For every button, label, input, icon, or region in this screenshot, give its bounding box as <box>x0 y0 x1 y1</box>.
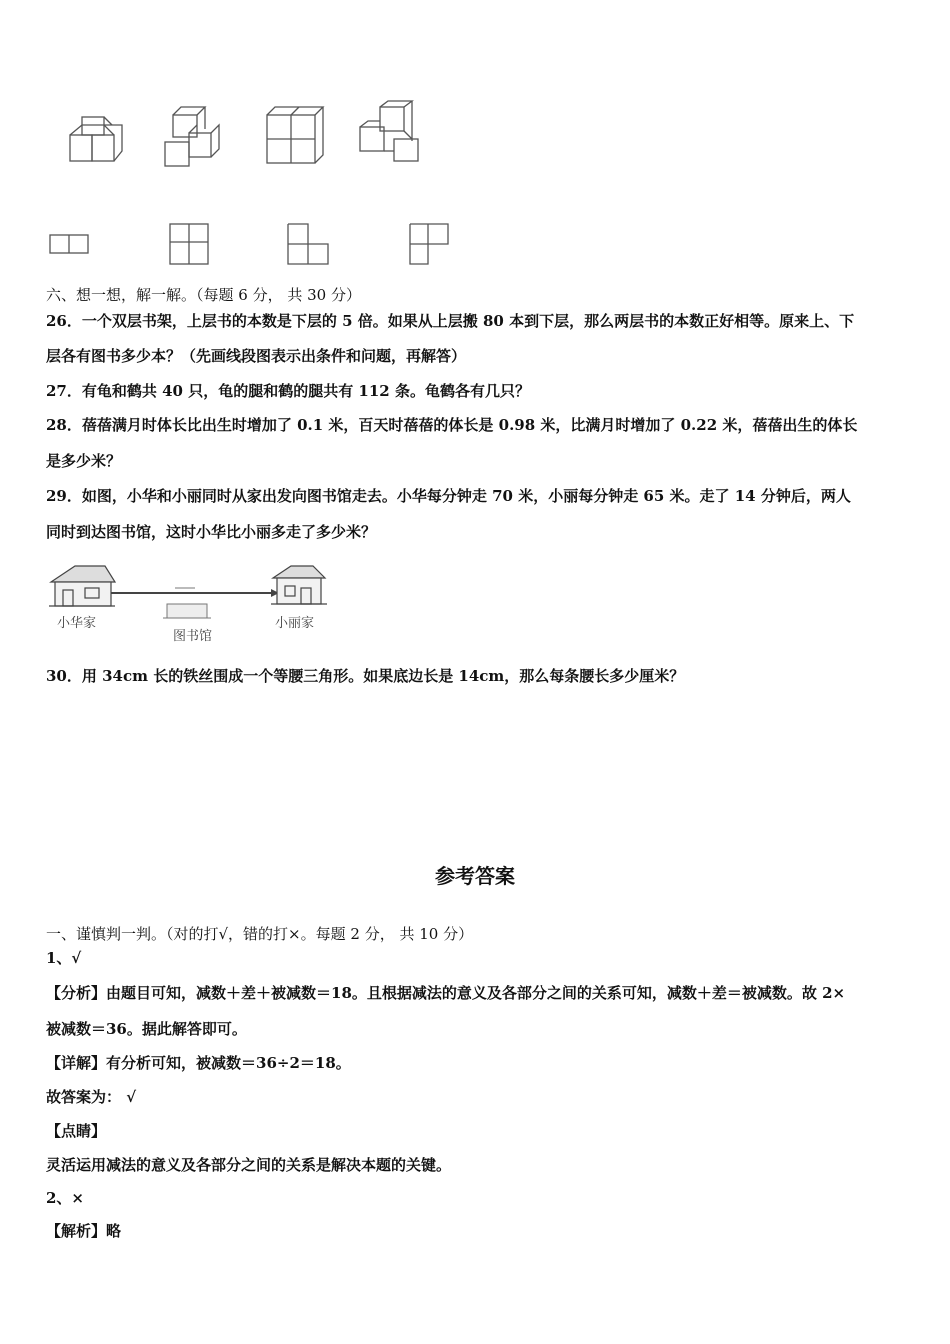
answer-1-detail: 【详解】有分析可知，被减数＝36÷2＝18。 <box>46 1054 351 1072</box>
question-28-line1: 28．蓓蓓满月时体长比出生时增加了 0.1 米，百天时蓓蓓的体长是 0.98 米，比满月时增加了 0.22 米，蓓蓓出生的体长 <box>46 416 858 434</box>
question-29-line2: 同时到达图书馆，这时小华比小丽多走了多少米？ <box>46 523 377 541</box>
question-26-line1: 26．一个双层书架，上层书的本数是下层的 5 倍。如果从上层搬 80 本到下层，那么两层书的本数正好相等。原来上、下 <box>46 312 855 330</box>
question-26-line2: 层各有图书多少本？（先画线段图表示出条件和问题，再解答） <box>46 347 467 365</box>
cube-solid-b <box>165 107 219 166</box>
question-30: 30．用 34cm 长的铁丝围成一个等腰三角形。如果底边长是 14cm，那么每条腰长多少厘米？ <box>46 667 685 685</box>
section6-heading: 六、想一想，解一解。（每题 6 分， 共 30 分） <box>46 286 361 304</box>
cube-solid-c <box>267 107 323 163</box>
view-figures <box>40 218 460 273</box>
xiaoli-house-icon <box>271 566 327 604</box>
answer-1-point: 灵活运用减法的意义及各部分之间的关系是解决本题的关键。 <box>46 1156 452 1174</box>
answers-title: 参考答案 <box>435 864 515 888</box>
view-d <box>410 224 448 264</box>
library-label: 图书馆 <box>173 629 213 644</box>
cube-figures <box>60 95 440 175</box>
cube-solid-a <box>70 117 122 161</box>
answer-2-mark: 2、× <box>46 1189 85 1207</box>
answer-1-analysis-line1: 【分析】由题目可知，减数＋差＋被减数＝18。且根据减法的意义及各部分之间的关系可知，减数＋差＝被减数。故 2× <box>46 984 846 1002</box>
question-27: 27．有龟和鹤共 40 只，龟的腿和鹤的腿共有 112 条。龟鹤各有几只？ <box>46 382 530 400</box>
view-a <box>50 235 88 253</box>
view-c <box>288 224 328 264</box>
answers-section1-heading: 一、谨慎判一判。（对的打√，错的打×。每题 2 分， 共 10 分） <box>46 925 474 943</box>
cube-solid-d <box>360 101 418 161</box>
answer-1-point-label: 【点睛】 <box>46 1122 107 1140</box>
xiaoli-home-label: 小丽家 <box>275 616 315 631</box>
answer-1-mark: 1、√ <box>46 949 82 967</box>
answer-1-final: 故答案为： √ <box>46 1088 137 1106</box>
answer-1-analysis-line2: 被减数＝36。据此解答即可。 <box>46 1020 247 1038</box>
view-b <box>170 224 208 264</box>
answer-2-analysis: 【解析】略 <box>46 1222 122 1240</box>
xiaohua-home-label: 小华家 <box>57 616 97 631</box>
route-diagram <box>45 560 335 650</box>
question-28-line2: 是多少米？ <box>46 452 122 470</box>
xiaohua-house-icon <box>49 566 115 606</box>
question-29-line1: 29．如图，小华和小丽同时从家出发向图书馆走去。小华每分钟走 70 米，小丽每分钟走 65 米。走了 14 分钟后，两人 <box>46 487 851 505</box>
